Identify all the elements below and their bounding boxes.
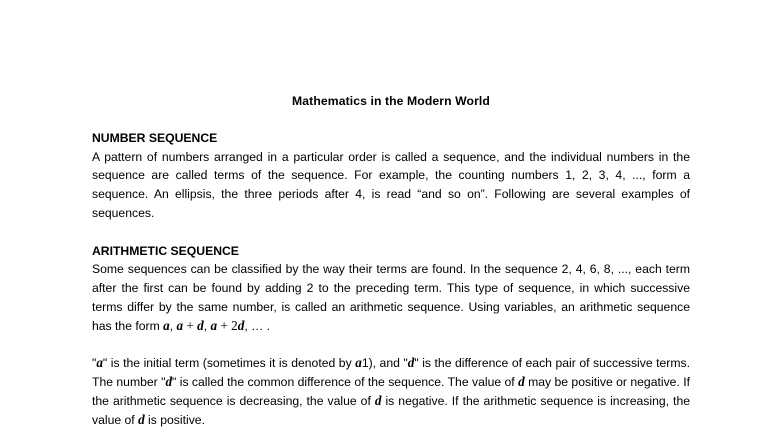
form-operator: + [183, 317, 198, 333]
form-separator: , [169, 318, 177, 333]
variable-d: d [197, 317, 204, 333]
paragraph-spacer [92, 223, 690, 242]
variable-a: a [176, 317, 184, 333]
text-run: is negative. If the arithmetic sequence is increasing, the value of [92, 393, 690, 427]
variable-d: d [374, 392, 382, 408]
paragraph-number-sequence: A pattern of numbers arranged in a particular order is called a sequence, and the individual numbers in the sequence are called terms of the sequence. For example, the counting numbers 1, 2, 3, 4, ..., form a sequence. An ellipsis, the three periods after 4, is read “and so on”. Following are several examples of sequences. [92, 149, 690, 220]
text-run: " is the initial term (sometimes it is denoted by [102, 356, 356, 371]
text-run: 1), and " [361, 356, 408, 371]
form-ellipsis: , … . [244, 318, 271, 333]
section-heading-arithmetic-sequence: ARITHMETIC SEQUENCE [92, 243, 239, 258]
variable-a: a [355, 355, 362, 371]
paragraph-spacer [92, 336, 690, 355]
variable-a: a [96, 355, 103, 371]
variable-a: a [210, 317, 218, 333]
document-title: Mathematics in the Modern World [292, 94, 490, 108]
variable-d: d [518, 374, 525, 390]
text-run: " is the difference of each pair of successive terms. The number " [92, 356, 690, 390]
document-page [92, 92, 690, 430]
section-heading-number-sequence: NUMBER SEQUENCE [92, 130, 218, 145]
paragraph-arithmetic-sequence [92, 260, 690, 335]
text-run: may be positive or negative. If the arithmetic sequence is decreasing, the value of [92, 375, 690, 408]
arithmetic-form-expression [163, 319, 270, 333]
variable-a: a [163, 317, 170, 333]
arithmetic-sequence-text: Some sequences can be classified by the way their terms are found. In the sequence 2, 4, 6, 8, ..., each term after the first can be found by adding 2 to the preceding term. This type of sequence, in which successive terms differ by the same number, is called an arithmetic sequence. Using variables, an arithmetic sequence has the form [92, 262, 690, 333]
form-separator: , [203, 318, 211, 333]
form-operator: + [217, 317, 232, 333]
variable-d: d [165, 374, 173, 390]
paragraph-common-difference [92, 354, 690, 429]
text-run: " is called the common difference of the sequence. The value of [172, 375, 519, 390]
variable-d: d [407, 355, 415, 371]
text-run: " [92, 356, 97, 371]
form-coefficient: 2 [231, 317, 238, 333]
text-run: is positive. [144, 412, 205, 427]
variable-d: d [237, 317, 245, 333]
variable-d: d [138, 411, 145, 427]
